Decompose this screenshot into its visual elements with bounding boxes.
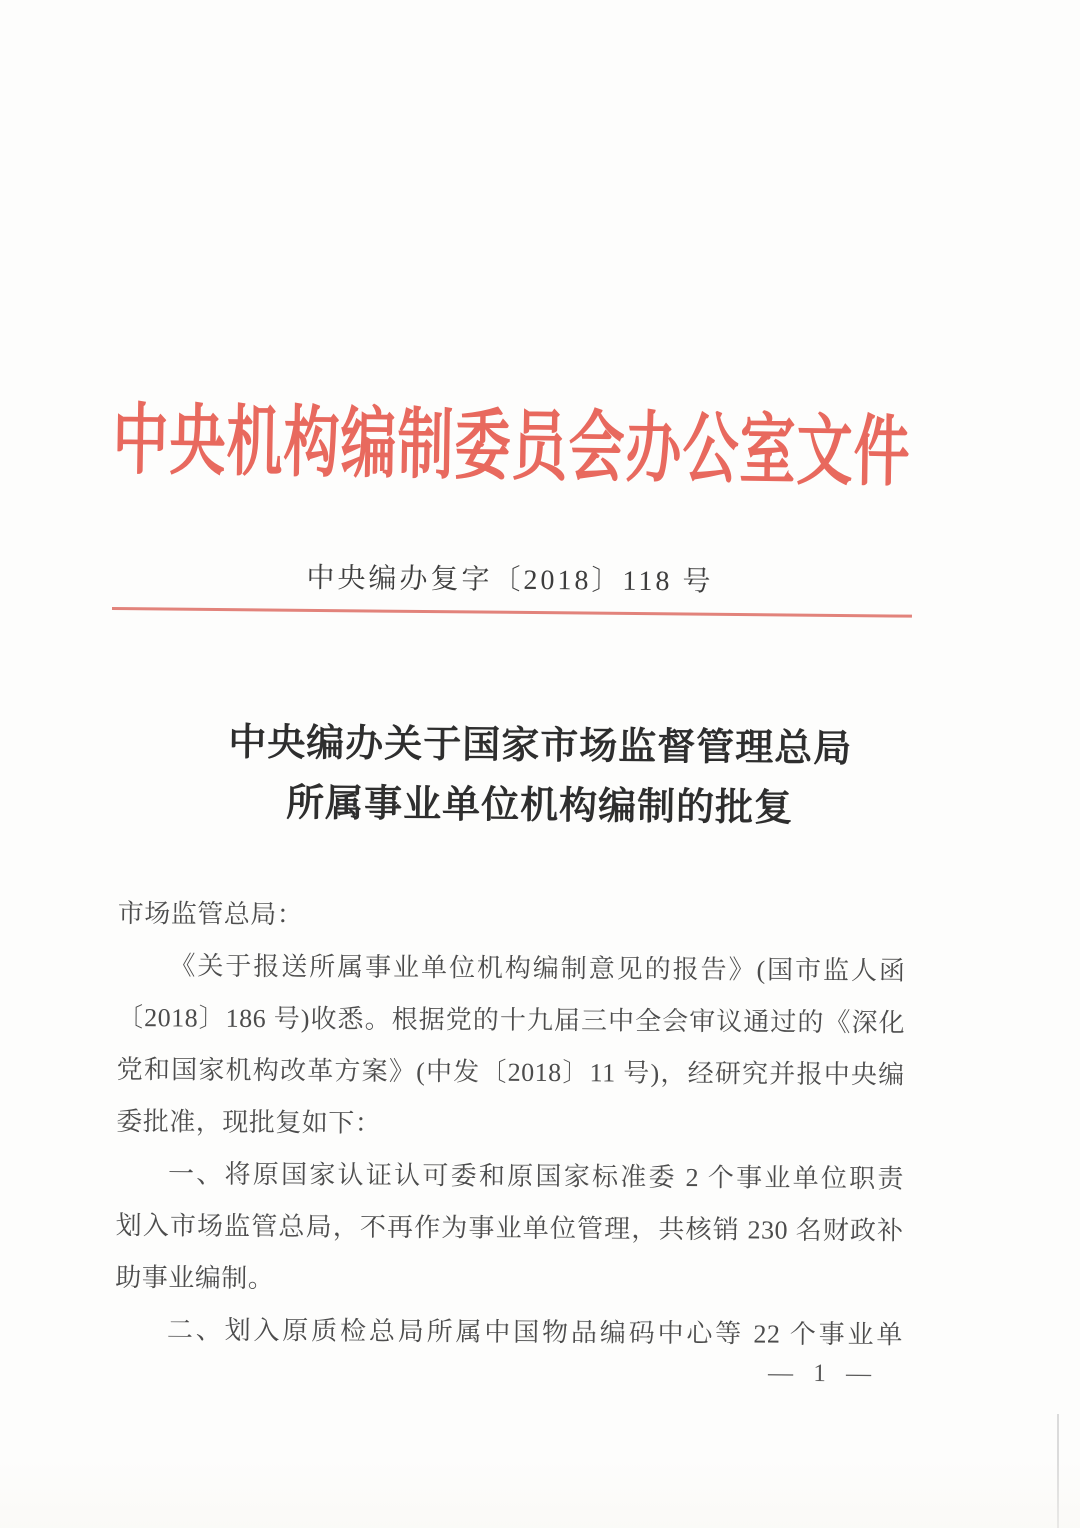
document-body: [115, 888, 906, 1361]
body-line: 划入市场监管总局，不再作为事业单位管理，共核销 230 名财政补: [115, 1210, 904, 1246]
document-title-line-2: 所属事业单位机构编制的批复: [285, 782, 794, 830]
body-line: 《关于报送所属事业单位机构编制意见的报告》(国市监人函: [169, 951, 906, 986]
scan-edge-artifact: [1057, 1414, 1059, 1528]
body-line: 党和国家机构改革方案》(中发〔2018〕11 号)，经研究并报中央编: [116, 1054, 905, 1090]
document-title: [0, 710, 1080, 841]
body-line-salutation: 市场监管总局：: [117, 898, 304, 930]
document-title-line-1: 中央编办关于国家市场监督管理总局: [228, 721, 853, 771]
body-line: 一、将原国家认证认可委和原国家标准委 2 个事业单位职责: [167, 1159, 905, 1194]
body-line: 二、划入原质检总局所属中国物品编码中心等 22 个事业单: [166, 1315, 903, 1350]
scan-bottom-shading: [0, 1458, 1080, 1528]
body-line: 委批准，现批复如下：: [116, 1106, 382, 1138]
red-divider-rule: [112, 607, 912, 618]
document-issuer-header: 中央机构编制委员会办公室文件: [111, 398, 912, 497]
body-line: 助事业编制。: [115, 1262, 275, 1294]
page-number: — 1 —: [767, 1359, 874, 1388]
document-number: 中央编办复字〔2018〕118 号: [306, 562, 714, 598]
body-line: 〔2018〕186 号)收悉。根据党的十九届三中全会审议通过的《深化: [116, 1002, 906, 1038]
